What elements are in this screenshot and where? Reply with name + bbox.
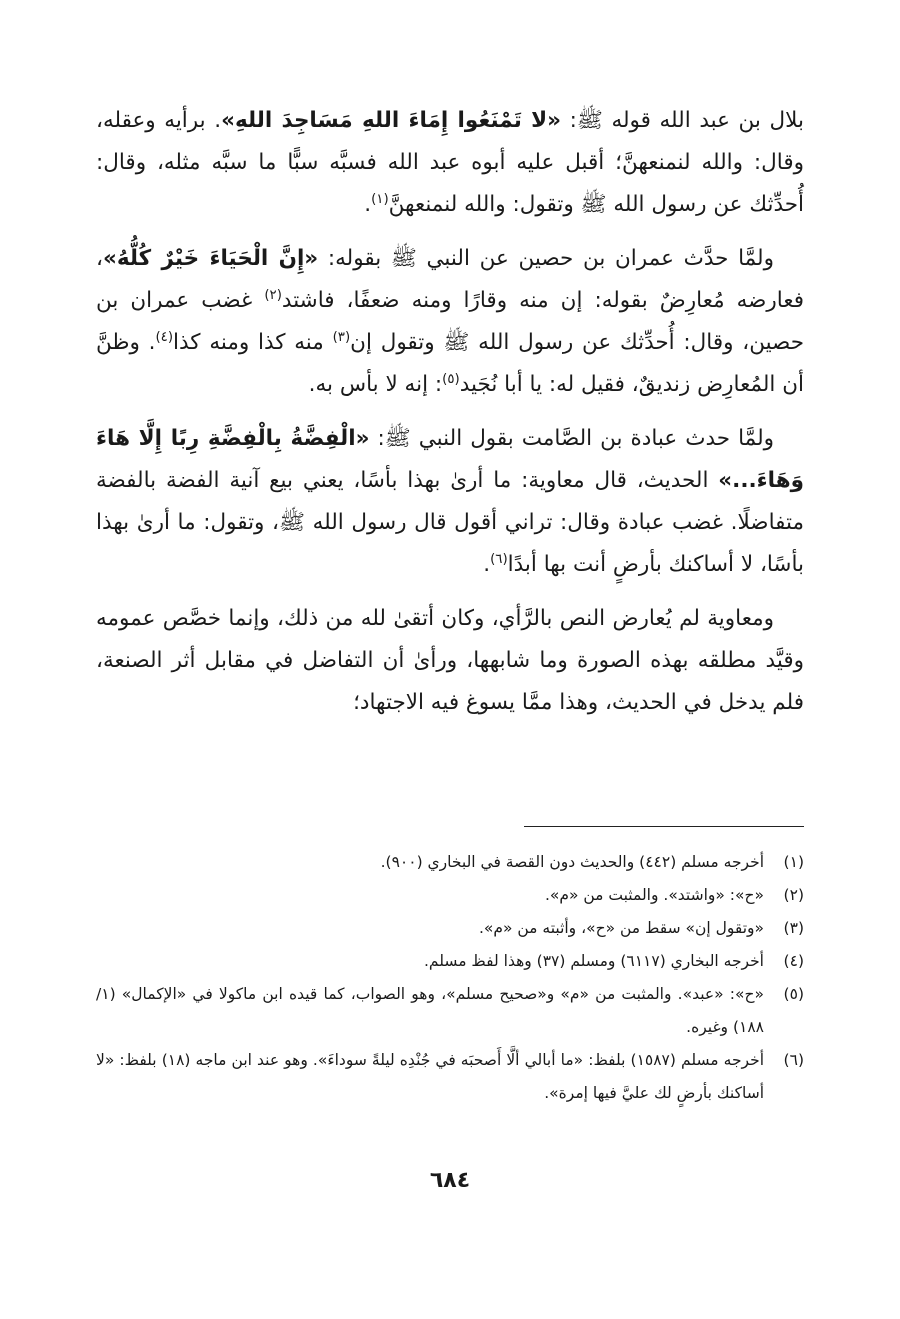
- paragraph: [96, 238, 804, 406]
- text-run: .: [364, 192, 372, 217]
- footnote-ref: (٤): [155, 329, 174, 345]
- text-run: غضب عمران بن حصين، وقال: أُحدِّثك عن رسول الله ﷺ وتقول إن: [96, 288, 804, 355]
- footnote-number: (٢): [783, 886, 804, 904]
- footnote-number: (٤): [783, 952, 804, 970]
- footnote-text: أخرجه مسلم (٤٤٢) والحديث دون القصة في البخاري (٩٠٠).: [380, 853, 764, 871]
- text-run: بلال بن عبد الله قوله ﷺ:: [560, 108, 804, 133]
- footnote-item: [96, 1044, 804, 1110]
- text-run: منه كذا ومنه كذا: [173, 330, 333, 355]
- footnote-number: (٥): [783, 985, 804, 1003]
- hadith-quote: «لا تَمْنَعُوا إِمَاءَ اللهِ مَسَاجِدَ اللهِ»: [221, 108, 561, 133]
- footnote-text: «وتقول إن» سقط من «ح»، وأثبته من «م».: [478, 919, 764, 937]
- footnote-text: «ح»: «عبد». والمثبت من «م» و«صحيح مسلم»، وهو الصواب، كما قيده ابن ماكولا في «الإكمال» (١/ ١٨٨) وغيره.: [96, 985, 764, 1036]
- footnote-number: (١): [783, 853, 804, 871]
- hadith-quote: «الْفِضَّةُ بِالْفِضَّةِ رِبًا إِلَّا هَاءَ وَهَاءَ...»: [96, 426, 804, 493]
- text-run: ولمَّا حدَّث عمران بن حصين عن النبي ﷺ بقوله:: [318, 246, 774, 271]
- footnote-number: (٣): [783, 919, 804, 937]
- footnote-ref: (٣): [332, 329, 351, 345]
- text-run: . وظنَّ أن المُعارِض زنديقٌ، فقيل له: يا أبا نُجَيد: [96, 330, 804, 397]
- paragraph: [96, 100, 804, 226]
- footnote-ref: (١): [371, 191, 389, 207]
- text-run: ولمَّا حدث عبادة بن الصَّامت بقول النبي ﷺ:: [369, 426, 774, 451]
- footnote-ref: (٦): [490, 551, 508, 567]
- footnote-text: أخرجه البخاري (٦١١٧) ومسلم (٣٧) وهذا لفظ مسلم.: [424, 952, 764, 970]
- main-text: [96, 100, 804, 736]
- footnote-text: أخرجه مسلم (١٥٨٧) بلفظ: «ما أبالي ألَّا أَصحبَه في جُنْدِه ليلةً سوداءَ». وهو عند ابن ماجه (١٨) بلفظ: «لا أساكنك بأرضٍ لك عليَّ فيها إمرة».: [96, 1051, 765, 1102]
- text-run: الحديث، قال معاوية: ما أرىٰ بهذا بأسًا، يعني بيع آنية الفضة بالفضة متفاضلًا. غضب عبادة وقال: تراني أقول قال رسول الله ﷺ، وتقول: ما أرىٰ بهذا بأسًا، لا أساكنك بأرضٍ أنت بها أبدًا: [96, 468, 804, 577]
- footnote-ref: (٥): [442, 371, 460, 387]
- footnote-number: (٦): [783, 1051, 804, 1069]
- page-number: ٦٨٤: [429, 1168, 471, 1193]
- text-run: . برأيه وعقله، وقال: والله لنمنعهنَّ؛ أقبل عليه أبوه عبد الله فسبَّه سبًّا ما سبَّه مثله، وقال: أُحدِّثك عن رسول الله ﷺ وتقول: والله لنمنعهنَّ: [96, 108, 804, 217]
- footnote-item: [96, 945, 804, 978]
- paragraph: [96, 598, 804, 724]
- text-run: .: [483, 552, 491, 577]
- footnote-separator: [524, 826, 804, 827]
- footnote-item: [96, 846, 804, 879]
- footnotes: [96, 846, 804, 1110]
- text-run: : إنه لا بأس به.: [308, 372, 443, 397]
- footnote-item: [96, 912, 804, 945]
- footnote-text: «ح»: «واشتد». والمثبت من «م».: [544, 886, 764, 904]
- text-run: ومعاوية لم يُعارض النص بالرَّأي، وكان أتقىٰ لله من ذلك، وإنما خصَّص عمومه وقيَّد مطلقه بهذه الصورة وما شابهها، ورأىٰ أن التفاضل في مقابل أثر الصنعة، فلم يدخل في الحديث، وهذا ممَّا يسوغ فيه الاجتهاد؛: [96, 606, 804, 715]
- paragraph: [96, 418, 804, 586]
- hadith-quote: «إِنَّ الْحَيَاءَ خَيْرٌ كُلُّهُ»: [102, 246, 319, 271]
- footnote-item: [96, 978, 804, 1044]
- text-run: ، فعارضه مُعارِضٌ بقوله: إن منه وقارًا ومنه ضعفًا، فاشتد: [96, 246, 804, 313]
- footnote-item: [96, 879, 804, 912]
- footnote-ref: (٢): [264, 287, 282, 303]
